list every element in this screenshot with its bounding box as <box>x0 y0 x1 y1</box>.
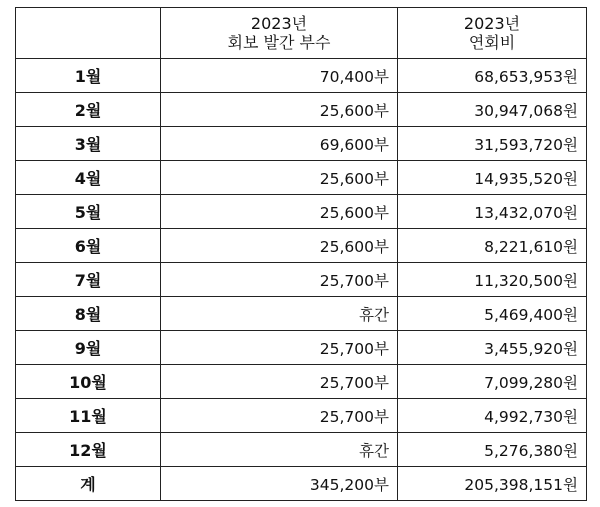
copies-cell: 25,700부 <box>161 365 398 399</box>
copies-cell: 25,700부 <box>161 263 398 297</box>
copies-cell: 25,600부 <box>161 229 398 263</box>
fee-cell: 5,276,380원 <box>398 433 587 467</box>
month-cell: 12월 <box>16 433 161 467</box>
header-fee-year: 2023년 <box>463 14 521 33</box>
annual-report-table <box>15 7 587 501</box>
header-copies-label: 회보 발간 부수 <box>227 33 331 52</box>
copies-cell: 휴간 <box>161 433 398 467</box>
fee-cell: 3,455,920원 <box>398 331 587 365</box>
table-row <box>16 399 587 433</box>
month-cell: 4월 <box>16 161 161 195</box>
month-cell: 1월 <box>16 59 161 93</box>
fee-cell: 30,947,068원 <box>398 93 587 127</box>
header-fee-label: 연회비 <box>468 33 516 52</box>
month-cell: 10월 <box>16 365 161 399</box>
fee-cell: 8,221,610원 <box>398 229 587 263</box>
month-cell: 11월 <box>16 399 161 433</box>
table-row <box>16 263 587 297</box>
copies-cell: 25,600부 <box>161 161 398 195</box>
month-cell: 5월 <box>16 195 161 229</box>
total-copies-cell: 345,200부 <box>161 467 398 501</box>
month-cell: 9월 <box>16 331 161 365</box>
fee-cell: 4,992,730원 <box>398 399 587 433</box>
copies-cell: 휴간 <box>161 297 398 331</box>
table-row <box>16 93 587 127</box>
header-row <box>16 8 587 59</box>
fee-cell: 5,469,400원 <box>398 297 587 331</box>
header-fee <box>398 8 587 59</box>
header-copies <box>161 8 398 59</box>
month-cell: 7월 <box>16 263 161 297</box>
table-row <box>16 127 587 161</box>
table-row <box>16 297 587 331</box>
table-row <box>16 433 587 467</box>
fee-cell: 31,593,720원 <box>398 127 587 161</box>
copies-cell: 70,400부 <box>161 59 398 93</box>
copies-cell: 25,700부 <box>161 331 398 365</box>
table-row <box>16 331 587 365</box>
table-row <box>16 195 587 229</box>
total-row <box>16 467 587 501</box>
fee-cell: 13,432,070원 <box>398 195 587 229</box>
table-row <box>16 59 587 93</box>
month-cell: 2월 <box>16 93 161 127</box>
copies-cell: 25,700부 <box>161 399 398 433</box>
fee-cell: 7,099,280원 <box>398 365 587 399</box>
copies-cell: 69,600부 <box>161 127 398 161</box>
month-cell: 8월 <box>16 297 161 331</box>
header-copies-year: 2023년 <box>250 14 308 33</box>
month-cell: 6월 <box>16 229 161 263</box>
copies-cell: 25,600부 <box>161 93 398 127</box>
fee-cell: 11,320,500원 <box>398 263 587 297</box>
fee-cell: 14,935,520원 <box>398 161 587 195</box>
total-label-cell: 계 <box>16 467 161 501</box>
month-cell: 3월 <box>16 127 161 161</box>
table-row <box>16 365 587 399</box>
copies-cell: 25,600부 <box>161 195 398 229</box>
table-row <box>16 229 587 263</box>
header-corner-cell <box>16 8 161 59</box>
table-row <box>16 161 587 195</box>
fee-cell: 68,653,953원 <box>398 59 587 93</box>
total-fee-cell: 205,398,151원 <box>398 467 587 501</box>
